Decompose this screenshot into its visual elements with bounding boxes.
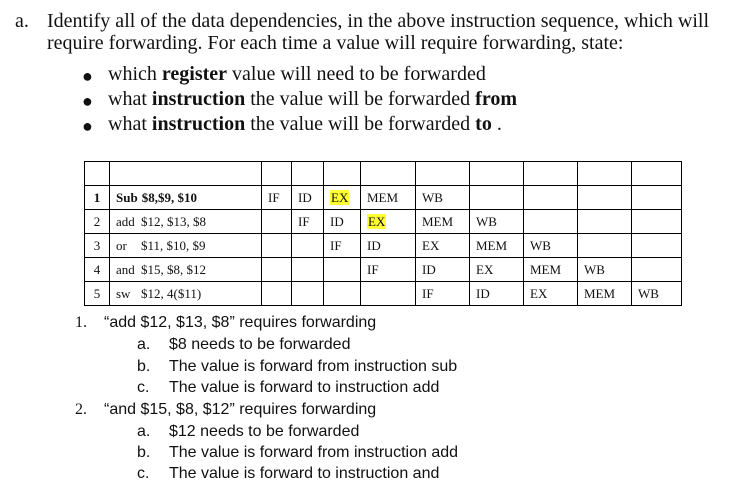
- stage-cell: [632, 186, 682, 210]
- stage-cell: [292, 234, 324, 258]
- stage-label: WB: [530, 237, 551, 253]
- stage-cell: [416, 282, 470, 306]
- stage-label: WB: [476, 213, 497, 229]
- stage-label: ID: [298, 189, 312, 205]
- instruction-number: 1: [85, 186, 110, 210]
- stage-cell: [324, 234, 361, 258]
- instruction-cell: [110, 186, 262, 210]
- answer-heading: “add $12, $13, $8” requires forwarding: [104, 314, 377, 331]
- answer-item-text: The value is forward from instruction sub: [169, 358, 458, 375]
- bullet-marker: ●: [82, 66, 93, 86]
- stage-cell: [361, 234, 416, 258]
- stage-cell: [262, 186, 292, 210]
- stage-cell: [632, 234, 682, 258]
- instruction-number: 4: [85, 258, 110, 282]
- stage-label: IF: [422, 285, 434, 301]
- answer-number: 2.: [75, 401, 87, 418]
- stage-label: WB: [422, 189, 443, 205]
- answer-number: 1.: [75, 314, 87, 331]
- table-row: [85, 282, 682, 306]
- stage-cell: [262, 234, 292, 258]
- stage-cell: [292, 282, 324, 306]
- stage-cell: [292, 186, 324, 210]
- bullet-marker: ●: [82, 91, 93, 111]
- stage-label: MEM: [367, 189, 399, 205]
- stage-label: EX: [422, 237, 440, 253]
- stage-label: EX: [331, 189, 349, 205]
- instruction-operands: $8,$9, $10: [141, 189, 197, 205]
- stage-cell: [470, 234, 524, 258]
- stage-cell: [470, 210, 524, 234]
- stage-cell: [470, 186, 524, 210]
- pipeline-table: [84, 161, 682, 306]
- stage-label: MEM: [530, 261, 562, 277]
- stage-cell: [470, 258, 524, 282]
- stage-cell: [524, 210, 578, 234]
- stage-label: IF: [268, 189, 280, 205]
- stage-cell: [361, 186, 416, 210]
- table-row: [85, 258, 682, 282]
- answer-heading: “and $15, $8, $12” requires forwarding: [104, 401, 377, 418]
- table-row: [85, 186, 682, 210]
- instruction-number: 3: [85, 234, 110, 258]
- stage-label: IF: [298, 213, 310, 229]
- stage-cell: [524, 258, 578, 282]
- answer-item-text: $8 needs to be forwarded: [169, 336, 351, 353]
- stage-label: MEM: [422, 213, 454, 229]
- stage-cell: [578, 210, 632, 234]
- answer-item-letter: a.: [137, 336, 151, 353]
- answer-item-letter: c.: [137, 465, 150, 482]
- stage-label: MEM: [476, 237, 508, 253]
- answer-item-letter: a.: [137, 423, 151, 440]
- question-label: a.: [15, 10, 29, 32]
- stage-cell: [262, 210, 292, 234]
- stage-label: IF: [330, 237, 342, 253]
- stage-label: ID: [330, 213, 344, 229]
- instruction-mnemonic: add: [116, 213, 135, 229]
- bullet-line-to: what instruction the value will be forwarded to .: [108, 113, 502, 135]
- instruction-operands: $12, $13, $8: [141, 213, 206, 229]
- stage-label: WB: [638, 285, 659, 301]
- stage-cell: [470, 282, 524, 306]
- stage-cell: [416, 258, 470, 282]
- stage-cell: [416, 210, 470, 234]
- instruction-mnemonic: Sub: [116, 189, 138, 205]
- answer-item-letter: c.: [137, 379, 150, 396]
- instruction-cell: [110, 234, 262, 258]
- instruction-number: 5: [85, 282, 110, 306]
- stage-cell: [578, 258, 632, 282]
- stage-cell: [262, 258, 292, 282]
- answer-item-letter: b.: [137, 444, 151, 461]
- table-row: [85, 234, 682, 258]
- instruction-cell: [110, 258, 262, 282]
- instruction-operands: $15, $8, $12: [141, 261, 206, 277]
- answer-item-text: The value is forward from instruction add: [169, 444, 459, 461]
- stage-label: ID: [422, 261, 436, 277]
- bullet-line-from: what instruction the value will be forwarded from: [108, 88, 517, 110]
- stage-cell: [324, 258, 361, 282]
- instruction-cell: [110, 282, 262, 306]
- bullet-line-register: which register value will need to be forwarded: [108, 63, 486, 85]
- answer-item-letter: b.: [137, 358, 151, 375]
- stage-label: WB: [584, 261, 605, 277]
- stage-cell: [632, 258, 682, 282]
- instruction-cell: [110, 210, 262, 234]
- stage-cell: [361, 258, 416, 282]
- stage-label: ID: [367, 237, 381, 253]
- stage-label: ID: [476, 285, 490, 301]
- stage-cell: [524, 186, 578, 210]
- instruction-mnemonic: sw: [116, 285, 131, 301]
- stage-cell: [262, 282, 292, 306]
- stage-cell: [524, 282, 578, 306]
- stage-label: EX: [530, 285, 548, 301]
- stage-label: IF: [367, 261, 379, 277]
- stage-label: EX: [368, 213, 386, 229]
- stage-label: EX: [476, 261, 494, 277]
- question-text: Identify all of the data dependencies, in the above instruction sequence, which will require forwarding. For each time a value will require forwarding, state:: [47, 10, 710, 54]
- bullet-marker: ●: [82, 116, 93, 136]
- instruction-mnemonic: and: [116, 261, 135, 277]
- stage-cell: [416, 186, 470, 210]
- instruction-operands: $11, $10, $9: [141, 237, 206, 253]
- stage-cell: [632, 210, 682, 234]
- stage-cell: [292, 258, 324, 282]
- answer-item-text: The value is forward to instruction add: [169, 379, 440, 396]
- stage-cell: [292, 210, 324, 234]
- table-row: [85, 210, 682, 234]
- stage-cell: [324, 282, 361, 306]
- stage-cell: [578, 282, 632, 306]
- stage-cell: [324, 186, 361, 210]
- stage-cell: [524, 234, 578, 258]
- instruction-number: 2: [85, 210, 110, 234]
- instruction-mnemonic: or: [116, 237, 127, 253]
- stage-label: MEM: [584, 285, 616, 301]
- answer-item-text: $12 needs to be forwarded: [169, 423, 360, 440]
- answer-item-text: The value is forward to instruction and: [169, 465, 440, 482]
- stage-cell: [416, 234, 470, 258]
- stage-cell: [324, 210, 361, 234]
- instruction-operands: $12, 4($11): [141, 285, 202, 301]
- stage-cell: [361, 282, 416, 306]
- stage-cell: [632, 282, 682, 306]
- stage-cell: [578, 186, 632, 210]
- table-header-row: [85, 162, 682, 186]
- stage-cell: [578, 234, 632, 258]
- stage-cell: [361, 210, 416, 234]
